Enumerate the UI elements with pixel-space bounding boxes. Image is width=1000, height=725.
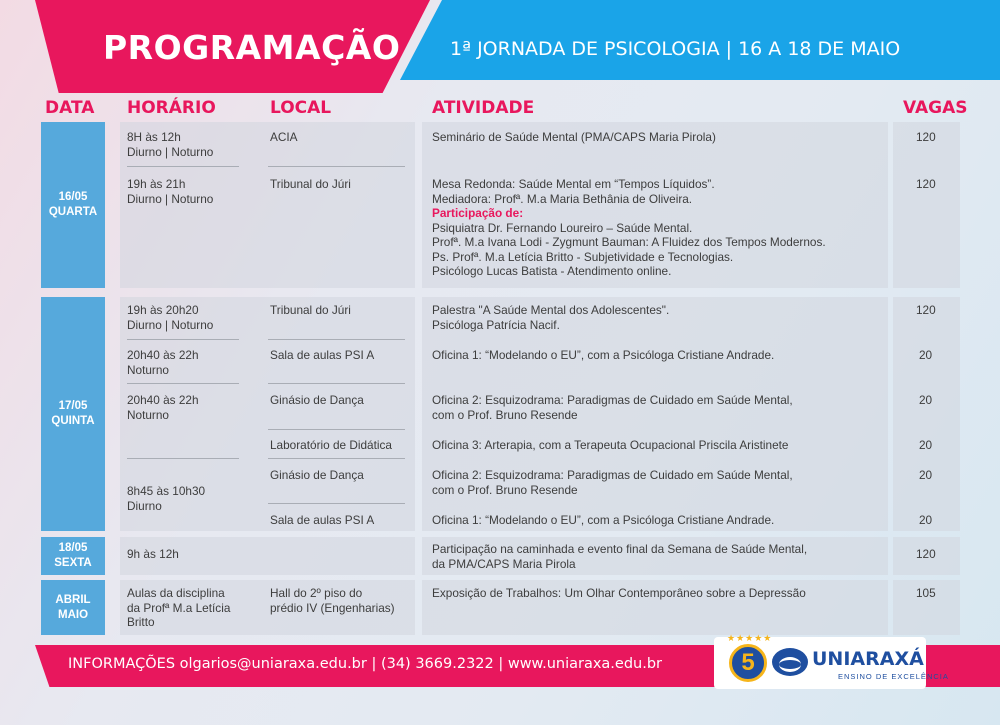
activity-line: Oficina 2: Esquizodrama: Paradigmas de Cuidado em Saúde Mental, [432, 468, 793, 482]
row-separator [127, 458, 239, 459]
event-subtitle: 1ª JORNADA DE PSICOLOGIA | 16 A 18 DE MAIO [450, 38, 901, 60]
location-cell: Laboratório de Didática [270, 438, 392, 452]
time-range: 9h às 12h [127, 547, 179, 561]
activity-line: Mesa Redonda: Saúde Mental em “Tempos Líquidos”. [432, 177, 715, 191]
date-weekday: SEXTA [54, 557, 92, 569]
activity-participants-heading: Participação de: [432, 206, 524, 220]
date-day: ABRIL [55, 593, 91, 606]
activity-cell [432, 303, 669, 332]
time-range: 8h45 às 10h30 [127, 484, 206, 498]
activity-line: Psicólogo Lucas Batista - Atendimento online. [432, 264, 672, 278]
activity-cell [432, 586, 806, 601]
time-range: 8H às 12h [127, 130, 181, 144]
time-range: 20h40 às 22h [127, 393, 199, 407]
date-cell [41, 122, 105, 288]
time-range: 19h às 21h [127, 177, 186, 191]
col-header-local: LOCAL [270, 98, 332, 118]
date-day: 17/05 [58, 400, 88, 412]
location-cell [270, 586, 395, 615]
activity-line: Seminário de Saúde Mental (PMA/CAPS Maria Pirola) [432, 130, 716, 144]
brand-tagline: ENSINO DE EXCELÊNCIA [838, 672, 949, 681]
row-separator [127, 339, 239, 340]
location-cell: Sala de aulas PSI A [270, 513, 375, 527]
date-weekday: MAIO [57, 608, 89, 621]
activity-line: Palestra "A Saúde Mental dos Adolescentes". [432, 303, 670, 317]
location-line: prédio IV (Engenharias) [270, 600, 395, 615]
brand-logo-icon [772, 648, 808, 676]
location-cell: Tribunal do Júri [270, 303, 351, 317]
block-bg [893, 122, 960, 288]
col-header-vagas: VAGAS [903, 98, 968, 118]
date-day: 16/05 [58, 191, 88, 203]
location-cell: Ginásio de Dança [270, 468, 364, 482]
date-weekday: QUARTA [48, 206, 98, 218]
activity-line: Oficina 2: Esquizodrama: Paradigmas de Cuidado em Saúde Mental, [432, 393, 793, 407]
activity-line: com o Prof. Bruno Resende [432, 482, 578, 497]
vagas-cell: 20 [919, 393, 933, 407]
time-range: 20h40 às 22h [127, 348, 199, 362]
time-range: 19h às 20h20 [127, 303, 199, 317]
time-cell [127, 586, 230, 630]
vagas-cell: 20 [919, 348, 933, 362]
activity-cell [432, 513, 774, 528]
block-bg [263, 297, 415, 531]
vagas-cell: 120 [916, 547, 936, 561]
date-day: 18/05 [58, 542, 88, 554]
activity-line: Mediadora: Profª. M.a Maria Bethânia de Oliveira. [432, 191, 693, 206]
col-header-horario: HORÁRIO [127, 98, 216, 118]
vagas-cell: 20 [919, 468, 933, 482]
anniversary-badge: 5 [729, 644, 767, 682]
time-shift: Noturno [127, 362, 169, 377]
col-header-data: DATA [45, 98, 95, 118]
location-cell: Tribunal do Júri [270, 177, 351, 191]
activity-line: da PMA/CAPS Maria Pirola [432, 556, 576, 571]
activity-cell [432, 438, 789, 453]
activity-line: com o Prof. Bruno Resende [432, 407, 578, 422]
vagas-cell: 120 [916, 177, 936, 191]
row-separator [268, 339, 405, 340]
time-shift: Diurno [127, 498, 162, 513]
activity-line: Oficina 1: “Modelando o EU”, com a Psicóloga Cristiane Andrade. [432, 513, 775, 527]
brand-name: UNIARAXÁ [812, 648, 924, 670]
col-header-atividade: ATIVIDADE [432, 98, 535, 118]
activity-line: Exposição de Trabalhos: Um Olhar Contemporâneo sobre a Depressão [432, 586, 806, 600]
row-separator [268, 503, 405, 504]
row-separator [127, 166, 239, 167]
location-cell: ACIA [270, 130, 298, 144]
time-line: Britto [127, 615, 155, 629]
time-shift: Noturno [127, 407, 169, 422]
time-cell [127, 484, 205, 513]
location-line: Hall do 2º piso do [270, 586, 363, 600]
row-separator [268, 458, 405, 459]
time-shift: Diurno | Noturno [127, 191, 214, 206]
time-line: da Profª M.a Letícia [127, 600, 231, 615]
activity-line: Oficina 1: “Modelando o EU”, com a Psicóloga Cristiane Andrade. [432, 348, 775, 362]
row-separator [268, 166, 405, 167]
activity-line: Profª. M.a Ivana Lodi - Zygmunt Bauman: A Fluidez dos Tempos Modernos. [432, 235, 826, 249]
activity-cell [432, 468, 793, 497]
block-bg [893, 297, 960, 531]
date-cell [41, 580, 105, 635]
time-shift: Diurno | Noturno [127, 317, 214, 332]
row-separator [268, 383, 405, 384]
time-cell [127, 348, 199, 377]
page-title: PROGRAMAÇÃO [103, 28, 401, 67]
activity-cell [432, 348, 774, 363]
time-cell [127, 303, 213, 332]
time-cell [127, 130, 213, 159]
activity-line: Participação na caminhada e evento final da Semana de Saúde Mental, [432, 542, 808, 556]
vagas-cell: 20 [919, 513, 933, 527]
activity-cell [432, 393, 793, 422]
time-cell [127, 547, 179, 562]
time-shift: Diurno | Noturno [127, 144, 214, 159]
vagas-cell: 105 [916, 586, 936, 600]
date-weekday: QUINTA [51, 415, 95, 427]
block-bg [263, 537, 415, 575]
vagas-cell: 120 [916, 130, 936, 144]
date-cell [41, 537, 105, 575]
row-separator [127, 383, 239, 384]
stars-icon: ★★★★★ [727, 633, 773, 643]
location-cell: Ginásio de Dança [270, 393, 364, 407]
activity-cell [432, 542, 807, 571]
row-separator [268, 429, 405, 430]
activity-line: Psiquiatra Dr. Fernando Loureiro – Saúde Mental. [432, 220, 693, 235]
activity-cell [432, 130, 716, 145]
block-bg [263, 122, 415, 288]
vagas-cell: 120 [916, 303, 936, 317]
activity-line: Psicóloga Patrícia Nacif. [432, 317, 560, 332]
activity-cell [432, 177, 826, 279]
time-cell [127, 177, 213, 206]
vagas-cell: 20 [919, 438, 933, 452]
contact-info: INFORMAÇÕES olgarios@uniaraxa.edu.br | (34) 3669.2322 | www.uniaraxa.edu.br [68, 656, 663, 672]
date-cell [41, 297, 105, 531]
time-cell [127, 393, 199, 422]
activity-line: Oficina 3: Arterapia, com a Terapeuta Ocupacional Priscila Aristinete [432, 438, 789, 452]
time-line: Aulas da disciplina [127, 586, 225, 600]
activity-line: Ps. Profª. M.a Letícia Britto - Subjetividade e Tecnologias. [432, 249, 734, 264]
location-cell: Sala de aulas PSI A [270, 348, 375, 362]
